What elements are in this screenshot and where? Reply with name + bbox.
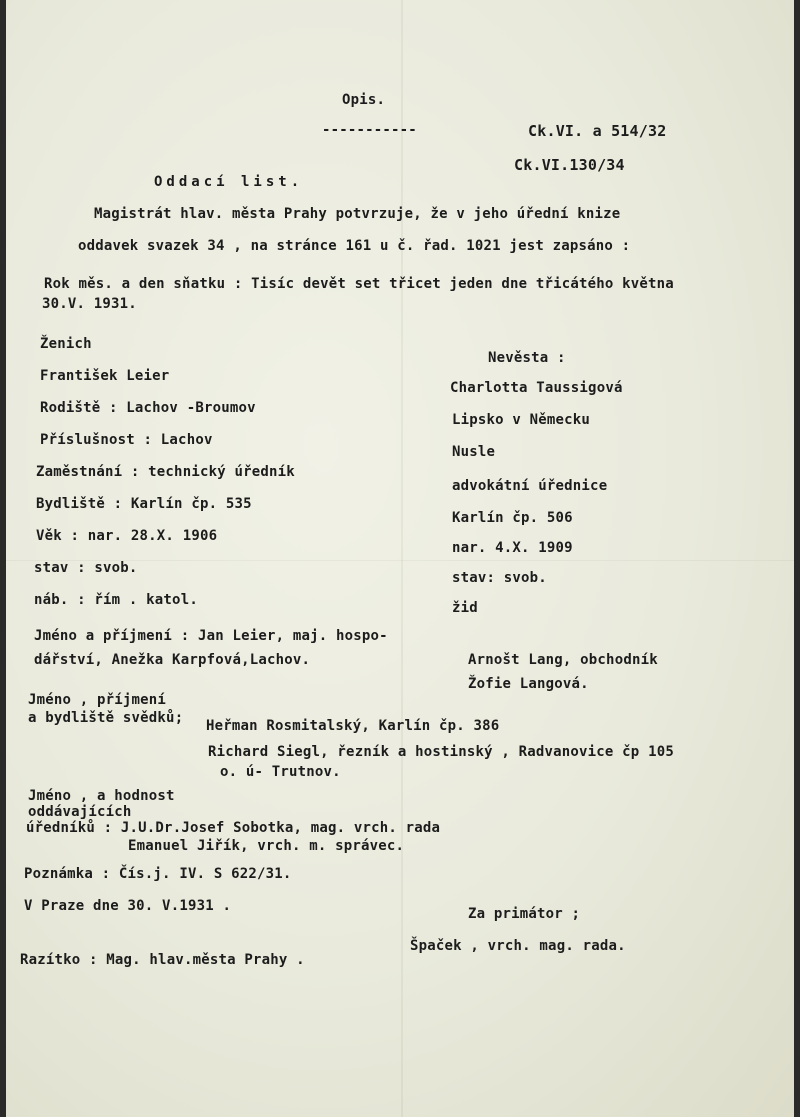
- bride-name: Charlotta Taussigová: [450, 380, 623, 396]
- groom-occupation: Zaměstnání : technický úředník: [36, 464, 295, 480]
- signature-line-1: Za primátor ;: [468, 906, 581, 922]
- bride-residence-right: Nusle: [452, 444, 496, 460]
- place-and-date: V Praze dne 30. V.1931 .: [24, 898, 232, 914]
- document-title: Oddací list.: [154, 174, 304, 190]
- groom-age: Věk : nar. 28.X. 1906: [36, 528, 218, 544]
- parents-label-line-2: dářství, Anežka Karpfová,Lachov.: [34, 652, 311, 668]
- reference-number-2: Ck.VI.130/34: [514, 156, 625, 174]
- bride-birthplace: Lipsko v Německu: [452, 412, 591, 428]
- heading-underline: -----------: [322, 122, 417, 138]
- groom-address: Bydliště : Karlín čp. 535: [36, 496, 252, 512]
- groom-heading: Ženich: [40, 336, 92, 352]
- bride-religion: žid: [452, 600, 478, 616]
- marriage-date-line-1: Rok měs. a den sňatku : Tisíc devět set třicet jeden dne třicátého května: [44, 276, 674, 292]
- reference-number-1: Ck.VI. a 514/32: [528, 122, 667, 140]
- groom-name: František Leier: [40, 368, 170, 384]
- witness-2: Richard Siegl, řezník a hostinský , Radvanovice čp 105: [208, 744, 674, 760]
- bride-parents-line-1: Arnošt Lang, obchodník: [468, 652, 658, 668]
- bride-address: Karlín čp. 506: [452, 510, 573, 526]
- intro-line-2: oddavek svazek 34 , na stránce 161 u č. řad. 1021 jest zapsáno :: [78, 238, 631, 254]
- parents-label-line-1: Jméno a příjmení : Jan Leier, maj. hospo-: [34, 628, 388, 644]
- groom-birthplace: Rodiště : Lachov -Broumov: [40, 400, 256, 416]
- document-page: [6, 0, 794, 1117]
- bride-occupation: advokátní úřednice: [452, 478, 608, 494]
- fold-crease: [401, 0, 403, 1117]
- signature-line-2: Špaček , vrch. mag. rada.: [410, 938, 626, 954]
- witnesses-label-line-1: Jméno , příjmení: [28, 692, 167, 708]
- bride-heading: Nevěsta :: [488, 350, 566, 366]
- groom-residence-right: Příslušnost : Lachov: [40, 432, 213, 448]
- official-2: Emanuel Jiřík, vrch. m. správec.: [128, 838, 405, 854]
- groom-status: stav : svob.: [34, 560, 138, 576]
- officials-label-line-1: Jméno , a hodnost: [28, 788, 175, 804]
- bride-age: nar. 4.X. 1909: [452, 540, 573, 556]
- officials-label-line-2: oddávajících: [28, 804, 132, 820]
- witnesses-label-line-2: a bydliště svědků;: [28, 710, 184, 726]
- marriage-date-line-2: 30.V. 1931.: [42, 296, 137, 312]
- bride-parents-line-2: Žofie Langová.: [468, 676, 589, 692]
- intro-line-1: Magistrát hlav. města Prahy potvrzuje, že v jeho úřední knize: [94, 206, 621, 222]
- groom-religion: náb. : řím . katol.: [34, 592, 198, 608]
- note: Poznámka : Čís.j. IV. S 622/31.: [24, 866, 292, 882]
- officials-label-line-3: úředníků : J.U.Dr.Josef Sobotka, mag. vrch. rada: [26, 820, 441, 836]
- opis-heading: Opis.: [342, 92, 386, 108]
- witness-1: Heřman Rosmitalský, Karlín čp. 386: [206, 718, 500, 734]
- bride-status: stav: svob.: [452, 570, 547, 586]
- witness-2-continued: o. ú- Trutnov.: [220, 764, 341, 780]
- stamp-line: Razítko : Mag. hlav.města Prahy .: [20, 952, 305, 968]
